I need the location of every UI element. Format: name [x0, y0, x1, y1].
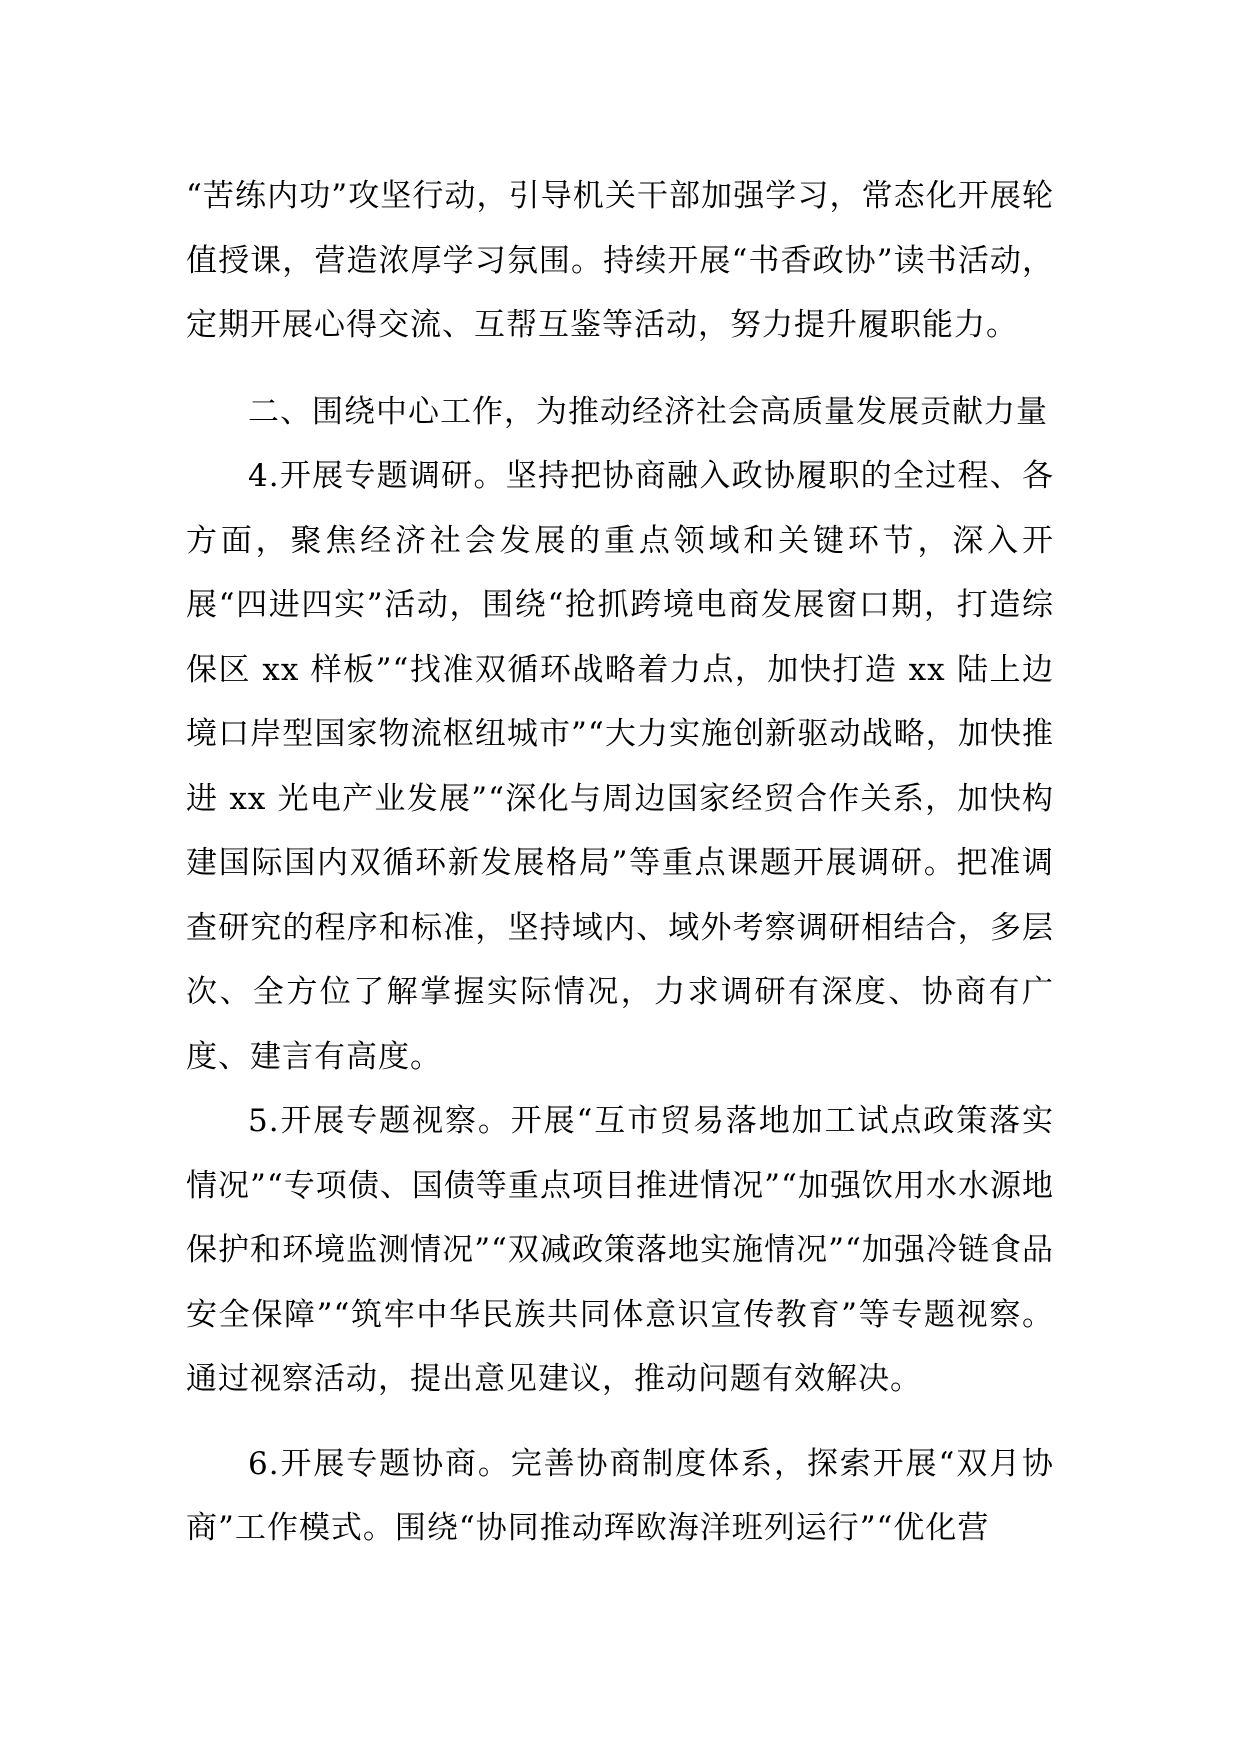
section-two-heading: 二、围绕中心工作，为推动经济社会高质量发展贡献力量	[248, 393, 1048, 430]
paragraph-item-5-inspection: 5.开展专题视察。开展“互市贸易落地加工试点政策落实情况”“专项债、国债等重点项目推进情况”“加强饮用水水源地保护和环境监测情况”“双减政策落地实施情况”“加强冷链食品安全保障”“筑牢中华民族共同体意识宣传教育”等专题视察。通过视察活动，提出意见建议，推动问题有效解决。	[186, 1103, 1054, 1397]
paragraph-item-6-consultation: 6.开展专题协商。完善协商制度体系，探索开展“双月协商”工作模式。围绕“协同推动珲欧海洋班列运行”“优化营	[186, 1445, 1054, 1546]
paragraph-item-4-research: 4.开展专题调研。坚持把协商融入政协履职的全过程、各方面，聚焦经济社会发展的重点领域和关键环节，深入开展“四进四实”活动，围绕“抢抓跨境电商发展窗口期，打造综保区 xx 样板”“找准双循环战略着力点，加快打造 xx 陆上边境口岸型国家物流枢纽城市”“大力实施创新驱动战略，加快推进 xx 光电产业发展”“深化与周边国家经贸合作关系，加快构建国际国内双循环新发展格局”等重点课题开展调研。把准调查研究的程序和标准，坚持域内、域外考察调研相结合，多层次、全方位了解掌握实际情况，力求调研有深度、协商有广度、建言有高度。	[186, 458, 1054, 1075]
paragraph-study-continuation: “苦练内功”攻坚行动，引导机关干部加强学习，常态化开展轮值授课，营造浓厚学习氛围。持续开展“书香政协”读书活动，定期开展心得交流、互帮互鉴等活动，努力提升履职能力。	[186, 178, 1054, 343]
document-body	[186, 164, 1054, 1561]
